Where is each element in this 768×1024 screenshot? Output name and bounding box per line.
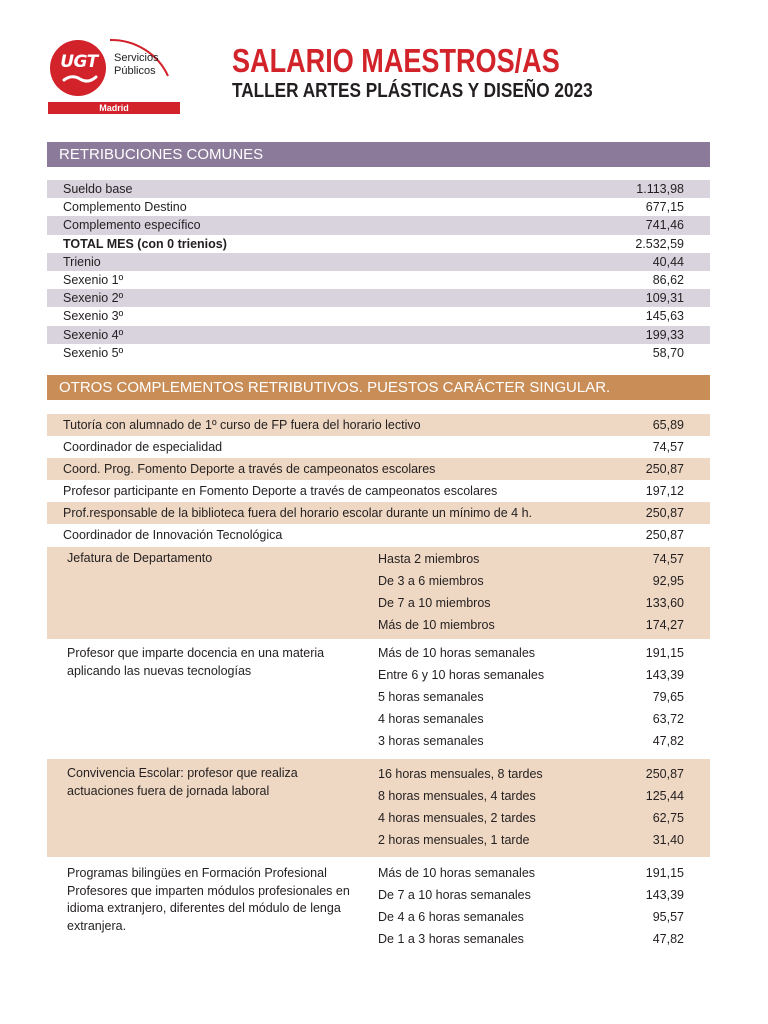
table-row bbox=[47, 289, 710, 307]
group-line bbox=[47, 548, 710, 570]
group-value: 63,72 bbox=[652, 712, 684, 726]
group-line bbox=[47, 807, 710, 829]
ugt-logo bbox=[48, 38, 182, 114]
row-label: TOTAL MES (con 0 trienios) bbox=[63, 236, 227, 251]
group-label: Programas bilingües en Formación Profesional Profesores que imparten módulos profesionales en idioma extranjero, diferentes del módulo de lenga extranjera. bbox=[67, 866, 350, 933]
row-value: 250,87 bbox=[645, 528, 684, 542]
row-label: Trienio bbox=[63, 254, 101, 269]
group-line bbox=[47, 570, 710, 592]
table-row bbox=[47, 524, 710, 546]
section-header-retribuciones: RETRIBUCIONES COMUNES bbox=[47, 142, 710, 167]
row-value: 40,44 bbox=[652, 254, 684, 269]
row-label: Sexenio 2º bbox=[63, 291, 124, 306]
group-value: 79,65 bbox=[652, 690, 684, 704]
group-value: 95,57 bbox=[652, 910, 684, 924]
group-sub-label: Entre 6 y 10 horas semanales bbox=[378, 668, 545, 682]
group-sub-label: Hasta 2 miembros bbox=[378, 552, 480, 566]
group-line bbox=[47, 906, 710, 928]
table-row bbox=[47, 180, 710, 198]
row-value: 197,12 bbox=[645, 484, 684, 498]
group-line bbox=[47, 664, 710, 686]
table-row bbox=[47, 458, 710, 480]
group-label: Convivencia Escolar: profesor que realiza actuaciones fuera de jornada laboral bbox=[67, 766, 298, 798]
table-row bbox=[47, 480, 710, 502]
row-value: 109,31 bbox=[645, 291, 684, 306]
group-line bbox=[47, 763, 710, 785]
group-sub-label: 8 horas mensuales, 4 tardes bbox=[378, 789, 536, 803]
group-line bbox=[47, 785, 710, 807]
row-label: Coord. Prog. Fomento Deporte a través de campeonatos escolares bbox=[63, 462, 436, 476]
table-row bbox=[47, 502, 710, 524]
row-label: Sueldo base bbox=[63, 182, 133, 196]
group-value: 62,75 bbox=[652, 811, 684, 825]
row-value: 199,33 bbox=[645, 327, 684, 342]
table-row bbox=[47, 216, 710, 234]
row-value: 1.113,98 bbox=[636, 182, 684, 196]
retribuciones-table bbox=[47, 180, 710, 362]
row-value: 65,89 bbox=[652, 418, 684, 432]
logo-region: Madrid bbox=[48, 102, 180, 114]
group-label: Profesor que imparte docencia en una materia aplicando las nuevas tecnologías bbox=[67, 646, 325, 678]
group-sub-label: 5 horas semanales bbox=[378, 690, 484, 704]
table-row bbox=[47, 198, 710, 216]
group-value: 133,60 bbox=[645, 596, 684, 610]
row-value: 250,87 bbox=[645, 462, 684, 476]
table-row bbox=[47, 307, 710, 325]
row-label: Tutoría con alumnado de 1º curso de FP fuera del horario lectivo bbox=[63, 418, 421, 432]
row-label: Sexenio 3º bbox=[63, 309, 124, 324]
group-value: 74,57 bbox=[652, 552, 684, 566]
group-value: 31,40 bbox=[652, 833, 684, 847]
row-label: Sexenio 5º bbox=[63, 345, 124, 360]
row-label: Complemento específico bbox=[63, 218, 201, 233]
group-line bbox=[47, 928, 710, 950]
group-value: 174,27 bbox=[645, 618, 684, 632]
group-convivencia-escolar bbox=[47, 759, 710, 857]
group-sub-label: De 7 a 10 miembros bbox=[378, 596, 491, 610]
group-sub-label: De 3 a 6 miembros bbox=[378, 574, 484, 588]
row-label: Sexenio 1º bbox=[63, 272, 124, 287]
group-line bbox=[47, 686, 710, 708]
row-value: 58,70 bbox=[652, 345, 684, 360]
group-value: 92,95 bbox=[652, 574, 684, 588]
group-jefatura bbox=[47, 547, 710, 639]
group-sub-label: Más de 10 miembros bbox=[378, 618, 495, 632]
section-header-otros-complementos: OTROS COMPLEMENTOS RETRIBUTIVOS. PUESTOS CARÁCTER SINGULAR. bbox=[47, 375, 710, 400]
group-sub-label: Más de 10 horas semanales bbox=[378, 866, 536, 880]
group-programas-bilingues bbox=[47, 861, 710, 957]
logo-line1: Servicios bbox=[114, 52, 159, 64]
row-label: Sexenio 4º bbox=[63, 327, 124, 342]
group-line bbox=[47, 829, 710, 851]
table-row-total bbox=[47, 235, 710, 253]
group-sub-label: De 4 a 6 horas semanales bbox=[378, 910, 524, 924]
group-sub-label: 16 horas mensuales, 8 tardes bbox=[378, 767, 543, 781]
row-value: 145,63 bbox=[645, 309, 684, 324]
handshake-icon bbox=[62, 72, 98, 86]
row-value: 2.532,59 bbox=[635, 236, 684, 251]
group-value: 191,15 bbox=[645, 866, 684, 880]
row-label: Coordinador de Innovación Tecnológica bbox=[63, 528, 283, 542]
table-row bbox=[47, 253, 710, 271]
logo-line2: Públicos bbox=[114, 65, 156, 77]
group-sub-label: Más de 10 horas semanales bbox=[378, 646, 536, 660]
group-sub-label: 2 horas mensuales, 1 tarde bbox=[378, 833, 530, 847]
row-value: 741,46 bbox=[645, 218, 684, 233]
group-value: 250,87 bbox=[645, 767, 684, 781]
group-value: 191,15 bbox=[645, 646, 684, 660]
group-value: 47,82 bbox=[652, 932, 684, 946]
group-line bbox=[47, 884, 710, 906]
table-row bbox=[47, 414, 710, 436]
page-title: SALARIO MAESTROS/AS bbox=[232, 42, 560, 79]
table-row bbox=[47, 271, 710, 289]
group-line bbox=[47, 614, 710, 636]
table-row bbox=[47, 344, 710, 362]
group-line bbox=[47, 642, 710, 664]
group-sub-label: 3 horas semanales bbox=[378, 734, 484, 748]
group-line bbox=[47, 592, 710, 614]
table-row bbox=[47, 326, 710, 344]
group-line bbox=[47, 708, 710, 730]
row-label: Complemento Destino bbox=[63, 200, 187, 215]
group-line bbox=[47, 730, 710, 752]
group-sub-label: De 7 a 10 horas semanales bbox=[378, 888, 531, 902]
table-row bbox=[47, 436, 710, 458]
group-sub-label: 4 horas mensuales, 2 tardes bbox=[378, 811, 536, 825]
row-value: 250,87 bbox=[645, 506, 684, 520]
row-label: Profesor participante en Fomento Deporte a través de campeonatos escolares bbox=[63, 484, 498, 498]
group-nuevas-tecnologias bbox=[47, 641, 710, 757]
complementos-table bbox=[47, 414, 710, 546]
group-value: 143,39 bbox=[645, 668, 684, 682]
group-label: Jefatura de Departamento bbox=[67, 551, 213, 565]
logo-brand: UGT bbox=[60, 52, 98, 72]
group-value: 143,39 bbox=[645, 888, 684, 902]
row-value: 677,15 bbox=[645, 200, 684, 215]
page-subtitle: TALLER ARTES PLÁSTICAS Y DISEÑO 2023 bbox=[232, 80, 593, 102]
row-label: Prof.responsable de la biblioteca fuera del horario escolar durante un mínimo de 4 h. bbox=[63, 506, 533, 520]
row-label: Coordinador de especialidad bbox=[63, 440, 223, 454]
group-sub-label: 4 horas semanales bbox=[378, 712, 484, 726]
row-value: 86,62 bbox=[652, 272, 684, 287]
group-value: 125,44 bbox=[645, 789, 684, 803]
group-sub-label: De 1 a 3 horas semanales bbox=[378, 932, 524, 946]
group-line bbox=[47, 862, 710, 884]
row-value: 74,57 bbox=[652, 440, 684, 454]
group-value: 47,82 bbox=[652, 734, 684, 748]
logo-text bbox=[114, 52, 159, 78]
